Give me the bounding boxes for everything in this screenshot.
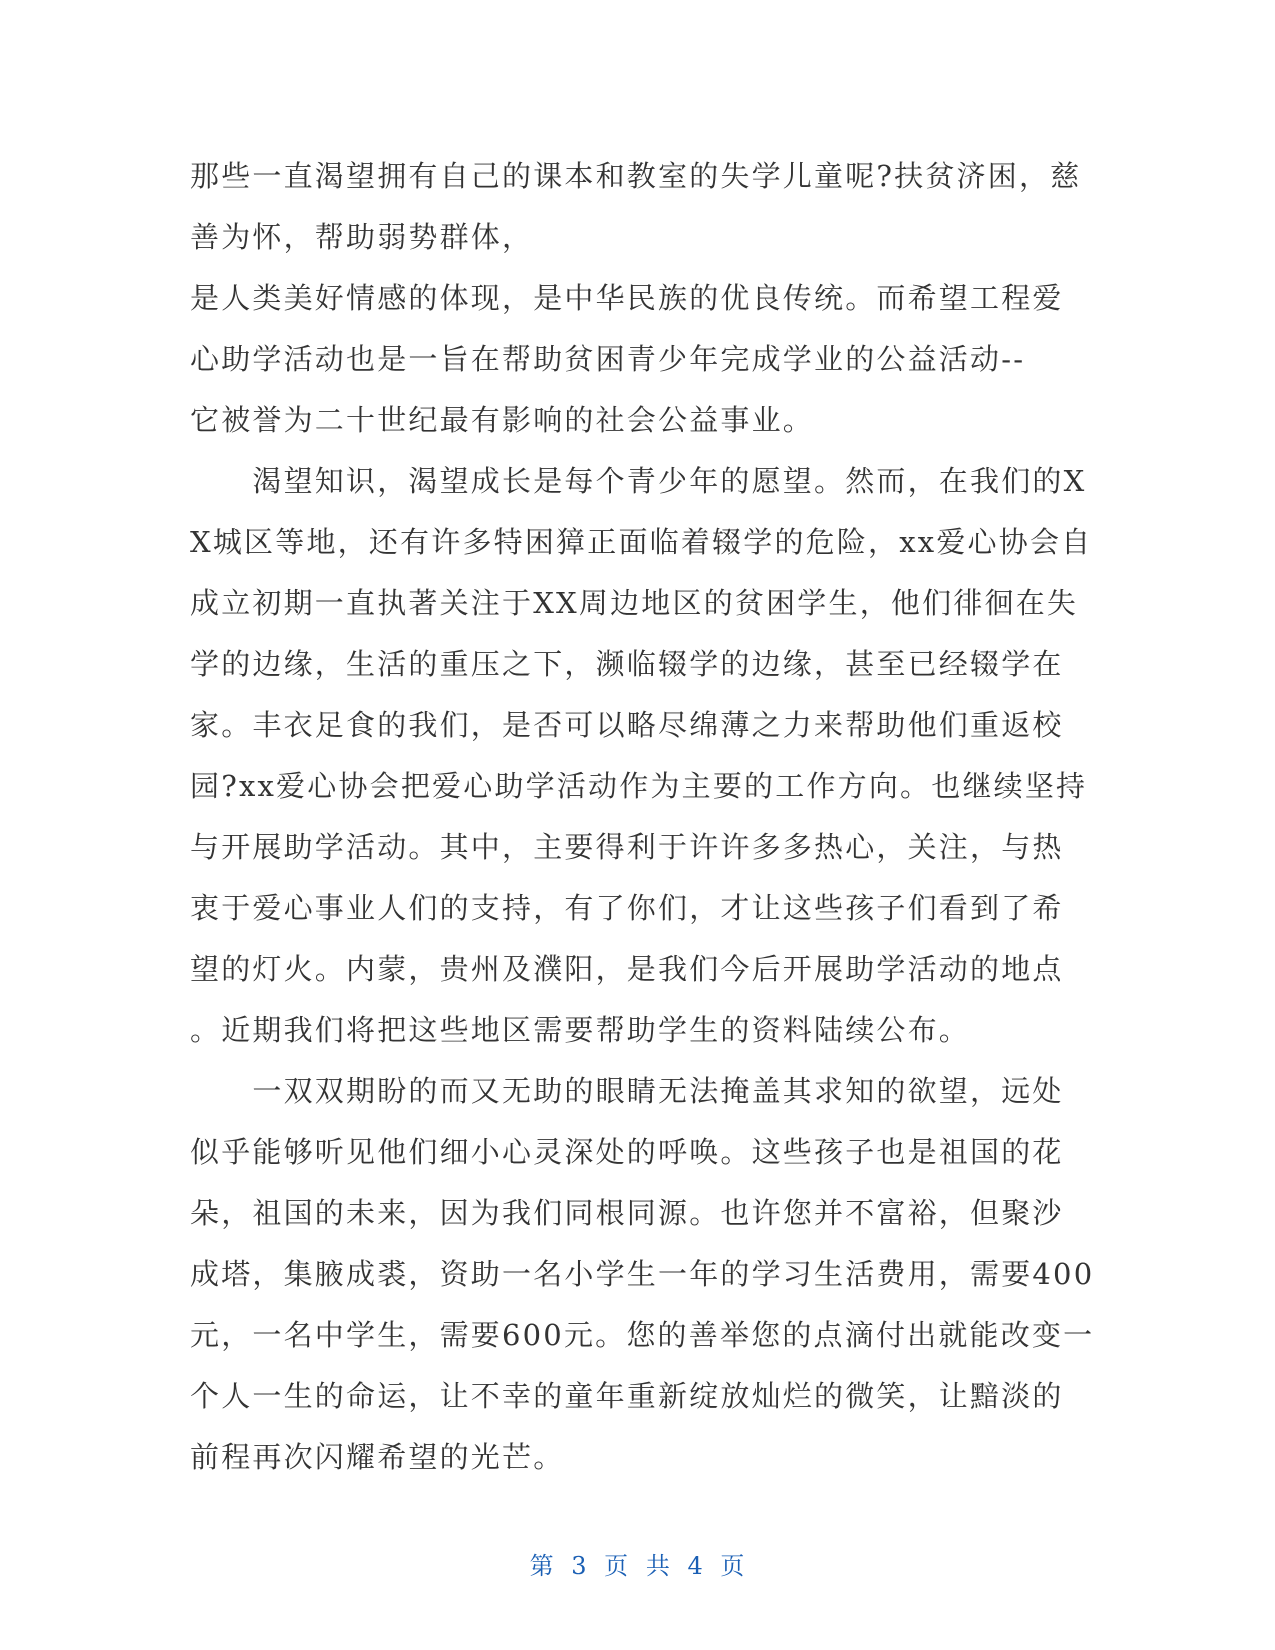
text-line: 园?xx爱心协会把爱心助学活动作为主要的工作方向。也继续坚持: [190, 769, 1088, 803]
text-line: 学的边缘，生活的重压之下，濒临辍学的边缘，甚至已经辍学在: [190, 647, 1064, 681]
footer-text-gong: 共: [645, 1552, 671, 1580]
text-line: 成塔，集腋成裘，资助一名小学生一年的学习生活费用，需要400: [190, 1257, 1095, 1291]
text-line: 与开展助学活动。其中，主要得利于许许多多热心，关注，与热: [190, 830, 1064, 864]
footer-text-ye-2: 页: [720, 1552, 746, 1580]
text-line: 成立初期一直执著关注于XX周边地区的贫困学生，他们徘徊在失: [190, 586, 1079, 620]
text-line: 。近期我们将把这些地区需要帮助学生的资料陆续公布。: [190, 1013, 971, 1047]
text-line: 它被誉为二十世纪最有影响的社会公益事业。: [190, 403, 815, 437]
footer-text-di: 第: [529, 1552, 555, 1580]
text-line: 善为怀，帮助弱势群体，: [190, 220, 534, 254]
text-line: X城区等地，还有许多特困獐正面临着辍学的危险，xx爱心协会自: [190, 525, 1093, 559]
text-line: 衷于爱心事业人们的支持，有了你们，才让这些孩子们看到了希: [190, 891, 1064, 925]
footer-text-ye: 页: [604, 1552, 630, 1580]
text-line: 那些一直渴望拥有自己的课本和教室的失学儿童呢?扶贫济困，慈: [190, 159, 1082, 193]
text-line: 一双双期盼的而又无助的眼睛无法掩盖其求知的欲望，远处: [190, 1074, 1064, 1108]
text-line: 个人一生的命运，让不幸的童年重新绽放灿烂的微笑，让黯淡的: [190, 1379, 1064, 1413]
text-line: 似乎能够听见他们细小心灵深处的呼唤。这些孩子也是祖国的花: [190, 1135, 1064, 1169]
page-number-footer: [0, 1546, 1275, 1581]
text-line: 渴望知识，渴望成长是每个青少年的愿望。然而，在我们的X: [190, 464, 1087, 498]
text-line: 是人类美好情感的体现，是中华民族的优良传统。而希望工程爱: [190, 281, 1064, 315]
current-page-number: 3: [571, 1552, 588, 1580]
body-text: [190, 146, 1095, 1488]
text-line: 望的灯火。内蒙，贵州及濮阳，是我们今后开展助学活动的地点: [190, 952, 1064, 986]
text-line: 心助学活动也是一旨在帮助贫困青少年完成学业的公益活动--: [190, 342, 1026, 376]
total-page-number: 4: [687, 1552, 704, 1580]
text-line: 前程再次闪耀希望的光芒。: [190, 1440, 565, 1474]
text-line: 家。丰衣足食的我们，是否可以略尽绵薄之力来帮助他们重返校: [190, 708, 1064, 742]
text-line: 元，一名中学生，需要600元。您的善举您的点滴付出就能改变一: [190, 1318, 1095, 1352]
text-line: 朵，祖国的未来，因为我们同根同源。也许您并不富裕，但聚沙: [190, 1196, 1064, 1230]
